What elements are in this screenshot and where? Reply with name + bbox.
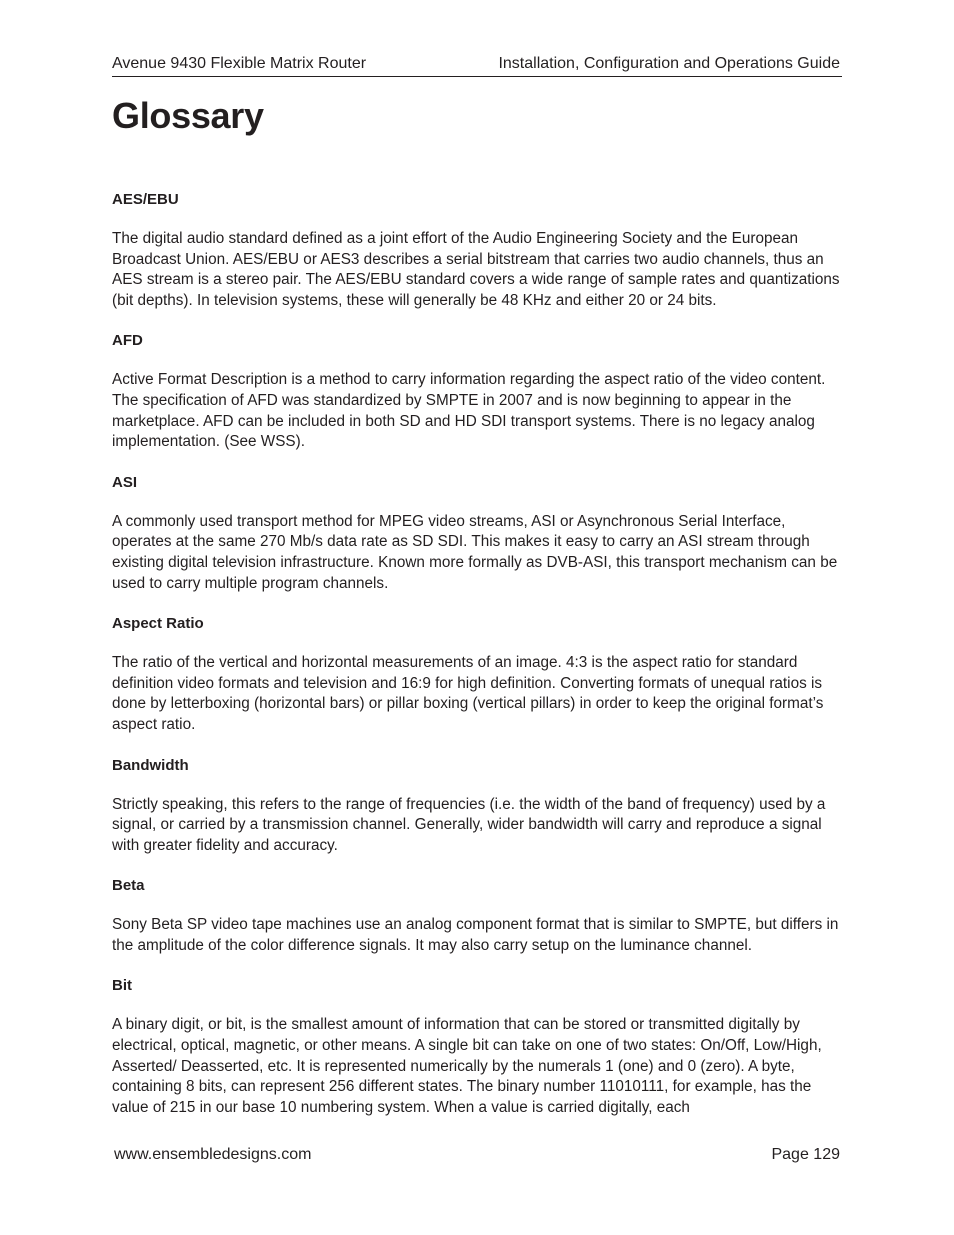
entry-definition: A binary digit, or bit, is the smallest amount of information that can be stored or transmitted digitally by electrical, optical, magnetic, or other means. A single bit can take on one of two states: On/Off, Low/High, Asserted/ Deasserted, etc. It is represented numerically by the numerals 1 (one) and 0 (zero). A byte, containing 8 bits, can represent 256 different states. The binary number 11010111, for example, has the value of 215 in our base 10 numbering system. When a value is carried digitally, each [112,1016,822,1116]
entry-term: Bandwidth [112,756,189,774]
glossary-entries [112,190,844,1138]
page-number: Page 129 [771,1146,840,1163]
entry-definition: Strictly speaking, this refers to the range of frequencies (i.e. the width of the band of frequency) used by a signal, or carried by a transmission channel. Generally, wider bandwidth will carry and reproduce a signal with greater fidelity and accuracy. [112,795,826,854]
entry-definition: A commonly used transport method for MPEG video streams, ASI or Asynchronous Serial Interface, operates at the same 270 Mb/s data rate as SD SDI. This makes it easy to carry an ASI stream through existing digital television infrastructure. Known more formally as DVB-ASI, this transport mechanism can be used to carry multiple program channels. [112,512,838,592]
glossary-entry [112,876,844,956]
entry-term: Bit [112,977,132,995]
glossary-entry [112,190,844,311]
glossary-entry [112,756,844,857]
entry-term: ASI [112,473,138,491]
glossary-entry [112,976,844,1118]
header-guide-title: Installation, Configuration and Operations Guide [498,55,840,72]
page-footer [112,1145,842,1167]
footer-website-link[interactable]: www.ensembledesigns.com [114,1146,312,1163]
entry-definition: The digital audio standard defined as a joint effort of the Audio Engineering Society and the European Broadcast Union. AES/EBU or AES3 describes a serial bitstream that carries two audio channels, thus an AES stream is a stereo pair. The AES/EBU standard covers a wide range of sample rates and quantizations (bit depths). In television systems, these will generally be 48 KHz and either 20 or 24 bits. [112,230,840,309]
entry-definition: Active Format Description is a method to carry information regarding the aspect ratio of the video content. The specification of AFD was standardized by SMPTE in 2007 and is now beginning to appear in the marketplace. AFD can be included in both SD and HD SDI transport systems. There is no legacy analog implementation. (See WSS). [112,371,826,451]
entry-term: Aspect Ratio [112,615,204,633]
glossary-entry [112,473,844,594]
glossary-entry [112,331,844,452]
glossary-entry [112,614,844,735]
page-header [112,54,842,77]
entry-term: AES/EBU [112,191,179,208]
header-product-name: Avenue 9430 Flexible Matrix Router [112,55,367,72]
page-title: Glossary [112,95,264,136]
entry-definition: The ratio of the vertical and horizontal measurements of an image. 4:3 is the aspect ratio for standard definition video formats and television and 16:9 for high definition. Converting formats of unequal ratios is done by letterboxing (horizontal bars) or pillar boxing (vertical pillars) in order to keep the original format’s aspect ratio. [112,654,824,733]
entry-definition: Sony Beta SP video tape machines use an analog component format that is similar to SMPTE, but differs in the amplitude of the color difference signals. It may also carry setup on the luminance channel. [112,916,839,954]
entry-term: Beta [112,877,145,895]
entry-term: AFD [112,332,143,350]
